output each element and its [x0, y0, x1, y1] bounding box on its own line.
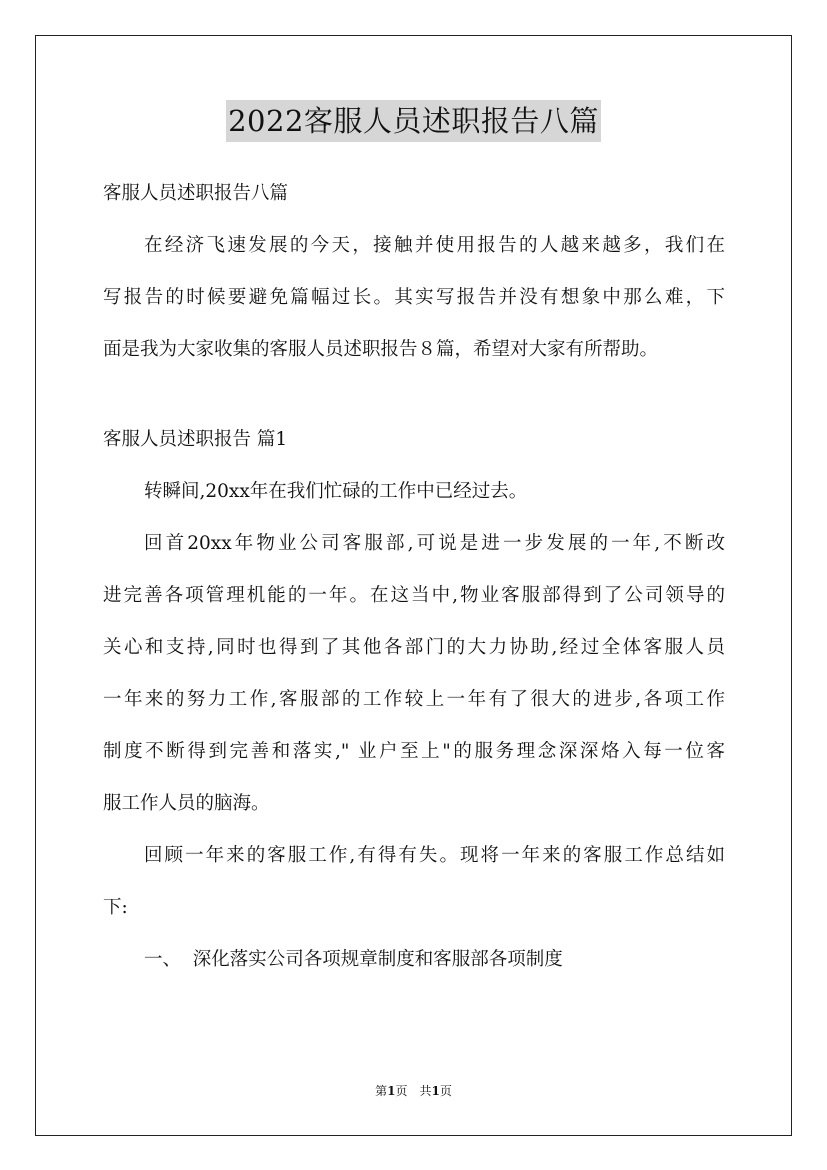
paragraph-1: 转瞬间,20xx年在我们忙碌的工作中已经过去。 — [144, 481, 528, 502]
footer-page-suffix: 页 — [395, 1084, 408, 1098]
footer-page-prefix: 第 — [375, 1084, 388, 1098]
paragraph-2-line-4: 一年来的努力工作,客服部的工作较上一年有了很大的进步,各项工作 — [103, 689, 725, 710]
footer-total-prefix: 共 — [419, 1084, 432, 1098]
footer-page-total: 1 — [431, 1084, 440, 1098]
footer-total-suffix: 页 — [439, 1084, 452, 1098]
paragraph-2-line-1: 回首20xx年物业公司客服部,可说是进一步发展的一年,不断改 — [144, 533, 725, 554]
document-subtitle: 客服人员述职报告八篇 — [103, 183, 289, 204]
intro-line-2: 写报告的时候要避免篇幅过长。其实写报告并没有想象中那么难，下 — [103, 287, 725, 308]
footer-page-current: 1 — [387, 1084, 396, 1098]
intro-line-1: 在经济飞速发展的今天，接触并使用报告的人越来越多，我们在 — [144, 235, 725, 256]
intro-line-3: 面是我为大家收集的客服人员述职报告８篇，希望对大家有所帮助。 — [103, 339, 659, 360]
paragraph-2-line-3: 关心和支持,同时也得到了其他各部门的大力协助,经过全体客服人员 — [103, 637, 725, 658]
list-item-1: 一、 深化落实公司各项规章制度和客服部各项制度 — [144, 949, 563, 970]
paragraph-3-line-1: 回顾一年来的客服工作,有得有失。现将一年来的客服工作总结如 — [144, 845, 725, 866]
paragraph-3-line-2: 下: — [103, 897, 128, 918]
page-footer — [0, 1083, 827, 1099]
title-wrap — [0, 100, 827, 142]
paragraph-2-line-6: 服工作人员的脑海。 — [103, 793, 270, 814]
paragraph-2-line-5: 制度不断得到完善和落实," 业户至上"的服务理念深深烙入每一位客 — [103, 741, 725, 762]
document-title: 2022客服人员述职报告八篇 — [226, 100, 601, 142]
document-body — [103, 168, 725, 986]
section-heading: 客服人员述职报告 篇1 — [103, 429, 288, 450]
paragraph-2-line-2: 进完善各项管理机能的一年。在这当中,物业客服部得到了公司领导的 — [103, 585, 725, 606]
